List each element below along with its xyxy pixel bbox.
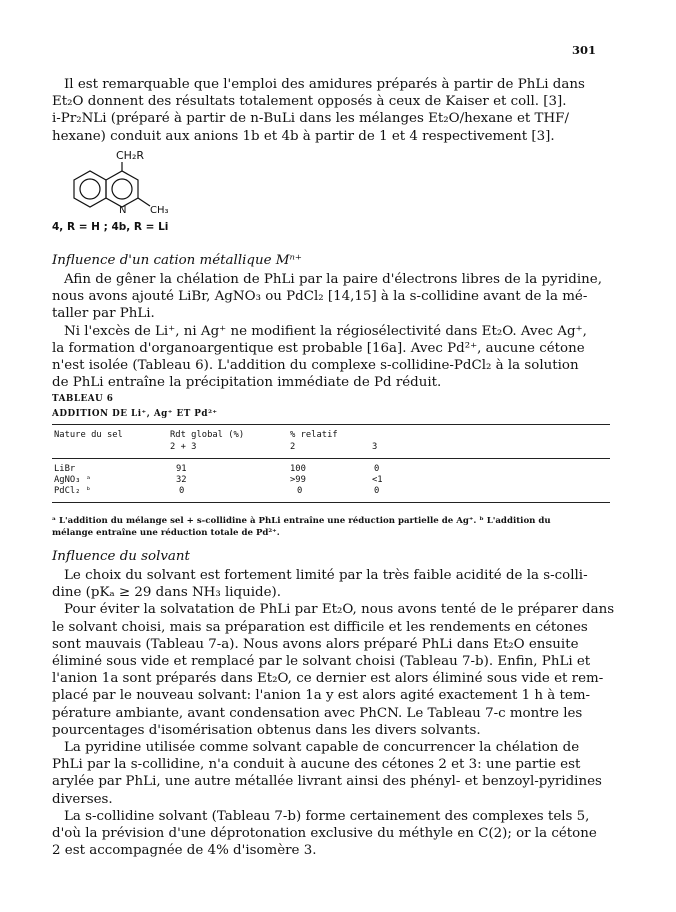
subheader-cell: 3 <box>372 442 378 452</box>
page-number: 301 <box>572 43 597 57</box>
row-cell: PdCl₂ ᵇ <box>54 486 92 496</box>
row-cell: 91 <box>176 464 187 474</box>
text-line: diverses. <box>52 791 113 807</box>
subheader-cell: 2 + 3 <box>170 442 197 452</box>
text-line: d'où la prévision d'une déprotonation exclusive du méthyle en C(2); or la cétone <box>52 826 597 842</box>
text-line: éliminé sous vide et remplacé par le solvant choisi (Tableau 7-b). Enfin, PhLi et <box>52 654 591 670</box>
text-line: de PhLi entraîne la précipitation immédiate de Pd réduit. <box>52 375 442 391</box>
text-line: La pyridine utilisée comme solvant capable de concurrencer la chélation de <box>64 740 580 756</box>
solvent-paragraph <box>52 567 615 859</box>
row-cell: 0 <box>179 486 185 496</box>
pyridine-ring <box>106 171 138 207</box>
text-line: le solvant choisi, mais sa préparation est difficile et les rendements en cétones <box>52 619 588 635</box>
bond-ch3 <box>138 198 150 206</box>
text-line: n'est isolée (Tableau 6). L'addition du complexe s-collidine-PdCl₂ à la solution <box>52 358 579 374</box>
ch2r-label: CH₂R <box>116 149 145 162</box>
header-cell: Rdt global (%) <box>170 430 245 440</box>
intro-paragraph <box>52 76 612 145</box>
row-cell: 32 <box>176 475 187 485</box>
header-cell: % relatif <box>290 430 338 440</box>
n-label: N <box>119 205 127 216</box>
text-line: sont mauvais (Tableau 7-a). Nous avons alors préparé PhLi dans Et₂O ensuite <box>52 636 579 652</box>
text-line: Afin de gêner la chélation de PhLi par la paire d'électrons libres de la pyridine, <box>64 272 602 287</box>
row-cell: LiBr <box>54 464 76 474</box>
benzene-ring <box>74 171 106 207</box>
header-cell: Nature du sel <box>54 430 123 440</box>
text-line: 2 est accompagnée de 4% d'isomère 3. <box>52 843 317 859</box>
text-line: Le choix du solvant est fortement limité par la très faible acidité de la s-colli- <box>64 568 588 583</box>
compound-caption: 4, R = H ; 4b, R = Li <box>52 221 169 233</box>
text-line: Pour éviter la solvatation de PhLi par Et₂O, nous avons tenté de le préparer dans <box>64 602 615 618</box>
aromatic-circle <box>80 179 100 199</box>
footnote-line: mélange entraîne une réduction totale de Pd²⁺. <box>52 528 280 538</box>
text-line: La s-collidine solvant (Tableau 7-b) forme certainement des complexes tels 5, <box>64 808 590 824</box>
row-cell: 0 <box>374 464 380 474</box>
text-line: pourcentages d'isomérisation obtenus dans les divers solvants. <box>52 722 481 738</box>
table-rule-top <box>52 424 610 425</box>
ch3-label: CH₃ <box>150 205 169 216</box>
row-cell: AgNO₃ ᵃ <box>54 475 92 485</box>
text-line: PhLi par la s-collidine, n'a conduit à aucune des cétones 2 et 3: une partie est <box>52 757 581 773</box>
row-cell: 100 <box>290 464 306 474</box>
text-line: Ni l'excès de Li⁺, ni Ag⁺ ne modifient la régiosélectivité dans Et₂O. Avec Ag⁺, <box>64 323 587 339</box>
text-line: pérature ambiante, avant condensation avec PhCN. Le Tableau 7-c montre les <box>52 705 583 721</box>
subheader-cell: 2 <box>290 442 296 452</box>
section-heading-solvent: Influence du solvant <box>52 549 190 564</box>
text-line: l'anion 1a sont préparés dans Et₂O, ce dernier est alors éliminé sous vide et rem- <box>52 671 604 687</box>
text-line: hexane) conduit aux anions 1b et 4b à partir de 1 et 4 respectivement [3]. <box>52 128 555 144</box>
text-line: placé par le nouveau solvant: l'anion 1a y est alors agité exactement 1 h à tem- <box>52 688 591 704</box>
text-line: taller par PhLi. <box>52 306 155 322</box>
row-cell: >99 <box>290 475 306 485</box>
row-cell: 0 <box>297 486 303 496</box>
table-title: ADDITION DE Li⁺, Ag⁺ ET Pd²⁺ <box>52 409 218 419</box>
text-line: dine (pKₐ ≥ 29 dans NH₃ liquide). <box>52 585 282 601</box>
text-line: arylée par PhLi, une autre métallée livrant ainsi des phényl- et benzoyl-pyridines <box>52 774 602 790</box>
text-line: nous avons ajouté LiBr, AgNO₃ ou PdCl₂ [14,15] à la s-collidine avant de la mé- <box>52 289 588 305</box>
text-line: Et₂O donnent des résultats totalement opposés à ceux de Kaiser et coll. [3]. <box>52 94 567 110</box>
aromatic-circle <box>112 179 132 199</box>
table-footnote <box>52 515 612 539</box>
row-cell: 0 <box>374 486 380 496</box>
footnote-line: ᵃ L'addition du mélange sel + s-collidine à PhLi entraîne une réduction partielle de Ag⁺. ᵇ L'addition du <box>52 516 551 526</box>
table-rule-bottom <box>52 502 610 503</box>
row-cell: <1 <box>372 475 383 485</box>
cation-paragraph <box>52 271 612 391</box>
section-heading-cation: Influence d'un cation métallique Mⁿ⁺ <box>52 253 302 268</box>
quinoline-structure <box>52 150 192 240</box>
text-line: la formation d'organoargentique est probable [16a]. Avec Pd²⁺, aucune cétone <box>52 340 585 356</box>
text-line: Il est remarquable que l'emploi des amidures préparés à partir de PhLi dans <box>64 77 585 92</box>
table-label: TABLEAU 6 <box>52 394 114 404</box>
table-rule-mid <box>52 458 610 459</box>
text-line: i-Pr₂NLi (préparé à partir de n-BuLi dans les mélanges Et₂O/hexane et THF/ <box>52 111 569 127</box>
